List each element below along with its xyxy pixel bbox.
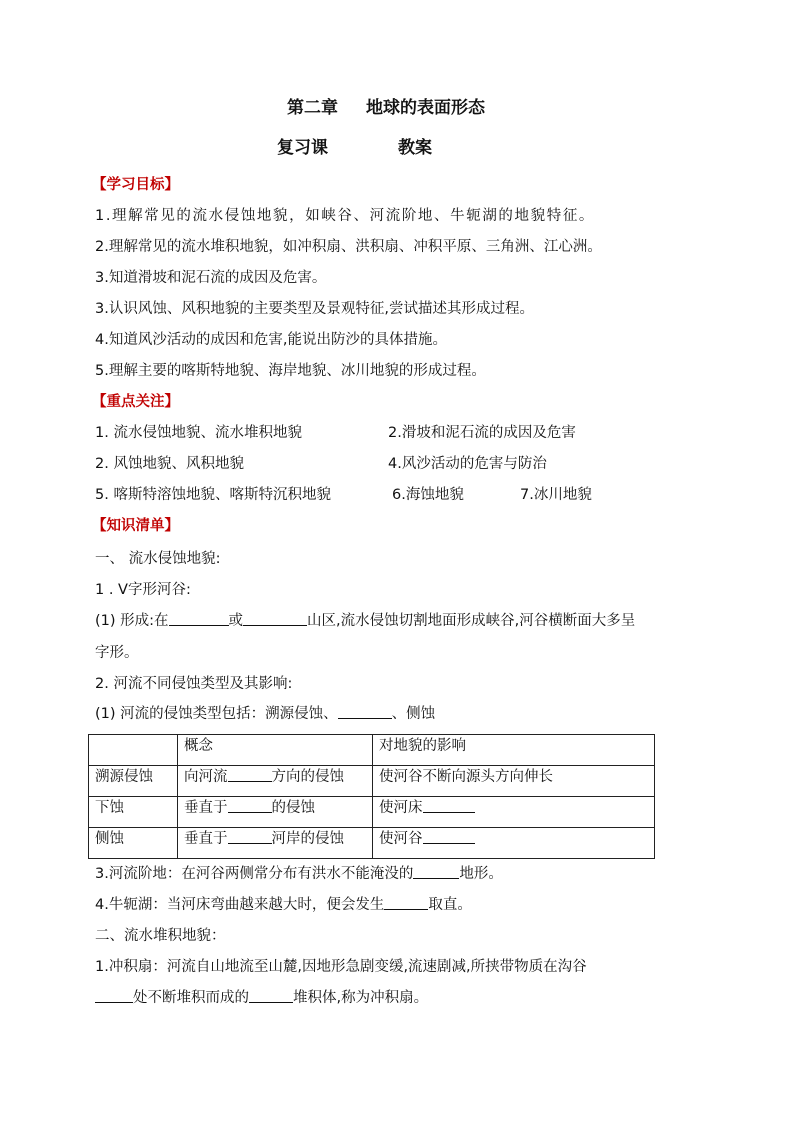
effect-text: 使河床 [379,800,423,816]
knowledge-heading: 【知识清单】 [92,518,179,534]
terrace-suffix: 地形。 [459,866,503,882]
concept-post: 的侵蚀 [271,800,315,816]
formation-continued: 字形。 [95,645,139,661]
objective-item: 3.认识风蚀、风积地貌的主要类型及景观特征,尝试描述其形成过程。 [95,301,534,317]
erosion-type-cell: 溯源侵蚀 [89,766,178,797]
table-header-cell: 概念 [178,735,373,766]
answer-blank[interactable] [228,829,272,844]
focus-heading: 【重点关注】 [92,394,179,410]
focus-item: 2.滑坡和泥石流的成因及危害 [388,425,576,441]
table-row [89,766,655,797]
objective-item: 5.理解主要的喀斯特地貌、海岸地貌、冰川地貌的形成过程。 [95,363,486,379]
erosion-types-line [95,704,435,724]
erosion-type-cell: 侧蚀 [89,828,178,859]
table-header-row [89,735,655,766]
v-valley-title: 1 . V字形河谷: [95,582,191,598]
objective-item: 4.知道风沙活动的成因和危害,能说出防沙的具体措施。 [95,332,447,348]
effect-text: 使河谷不断向源头方向伸长 [379,769,553,785]
erosion-title: 2. 河流不同侵蚀类型及其影响: [95,676,293,692]
formation-or: 或 [228,613,244,629]
review-label: 复习课 [277,138,328,158]
formation-line [95,611,635,631]
concept-post: 河岸的侵蚀 [271,831,344,847]
part2-title: 二、流水堆积地貌： [95,928,226,944]
answer-blank[interactable] [423,829,475,844]
effect-cell [373,828,655,859]
table-header-cell [89,735,178,766]
part1-title: 一、 流水侵蚀地貌: [95,551,221,567]
answer-blank[interactable] [384,895,428,910]
alluvial-end: 堆积体,称为冲积扇。 [293,990,429,1006]
terrace-prefix: 3.河流阶地：在河谷两侧常分布有洪水不能淹没的 [95,866,414,882]
focus-item: 7.冰川地貌 [520,487,592,503]
answer-blank[interactable] [423,798,475,813]
table-row [89,797,655,828]
oxbow-prefix: 4.牛轭湖：当河床弯曲越来越大时，便会发生 [95,897,385,913]
focus-item: 1. 流水侵蚀地貌、流水堆积地貌 [95,425,302,441]
concept-post: 方向的侵蚀 [271,769,344,785]
focus-item: 6.海蚀地貌 [392,487,464,503]
oxbow-suffix: 取直。 [428,897,472,913]
focus-item: 2. 风蚀地貌、风积地貌 [95,456,244,472]
answer-blank[interactable] [249,988,293,1003]
table-header-cell: 对地貌的影响 [373,735,655,766]
alluvial-mid: 处不断堆积而成的 [133,990,249,1006]
answer-blank[interactable] [95,988,133,1003]
answer-blank[interactable] [169,611,229,626]
concept-pre: 垂直于 [184,800,228,816]
erosion-types-prefix: (1) 河流的侵蚀类型包括：溯源侵蚀、 [95,706,338,722]
erosion-type-cell: 下蚀 [89,797,178,828]
concept-cell [178,828,373,859]
terrace-line [95,864,503,884]
chapter-number: 第二章 [287,98,338,118]
objective-item: 3.知道滑坡和泥石流的成因及危害。 [95,270,327,286]
oxbow-line [95,895,472,915]
chapter-title: 地球的表面形态 [366,98,485,118]
answer-blank[interactable] [228,798,272,813]
erosion-types-suffix: 、侧蚀 [391,706,436,722]
erosion-table [88,734,655,859]
focus-item: 5. 喀斯特溶蚀地貌、喀斯特沉积地貌 [95,487,331,503]
effect-text: 使河谷 [379,831,423,847]
objective-item: 2.理解常见的流水堆积地貌，如冲积扇、洪积扇、冲积平原、三角洲、江心洲。 [95,239,602,255]
objectives-heading: 【学习目标】 [92,177,179,193]
answer-blank[interactable] [338,704,392,719]
concept-cell [178,766,373,797]
answer-blank[interactable] [228,767,272,782]
objective-item: 1.理解常见的流水侵蚀地貌，如峡谷、河流阶地、牛轭湖的地貌特征。 [95,208,596,224]
formation-suffix: 山区,流水侵蚀切割地面形成峡谷,河谷横断面大多呈 [307,613,636,629]
plan-label: 教案 [398,138,432,158]
concept-cell [178,797,373,828]
effect-cell [373,797,655,828]
alluvial-line-continued [95,988,428,1008]
concept-pre: 向河流 [184,769,228,785]
table-row [89,828,655,859]
concept-pre: 垂直于 [184,831,228,847]
answer-blank[interactable] [413,864,459,879]
effect-cell [373,766,655,797]
alluvial-line: 1.冲积扇：河流自山地流至山麓,因地形急剧变缓,流速剧减,所挟带物质在沟谷 [95,959,587,975]
answer-blank[interactable] [243,611,307,626]
focus-item: 4.风沙活动的危害与防治 [388,456,547,472]
formation-prefix: (1) 形成:在 [95,613,169,629]
